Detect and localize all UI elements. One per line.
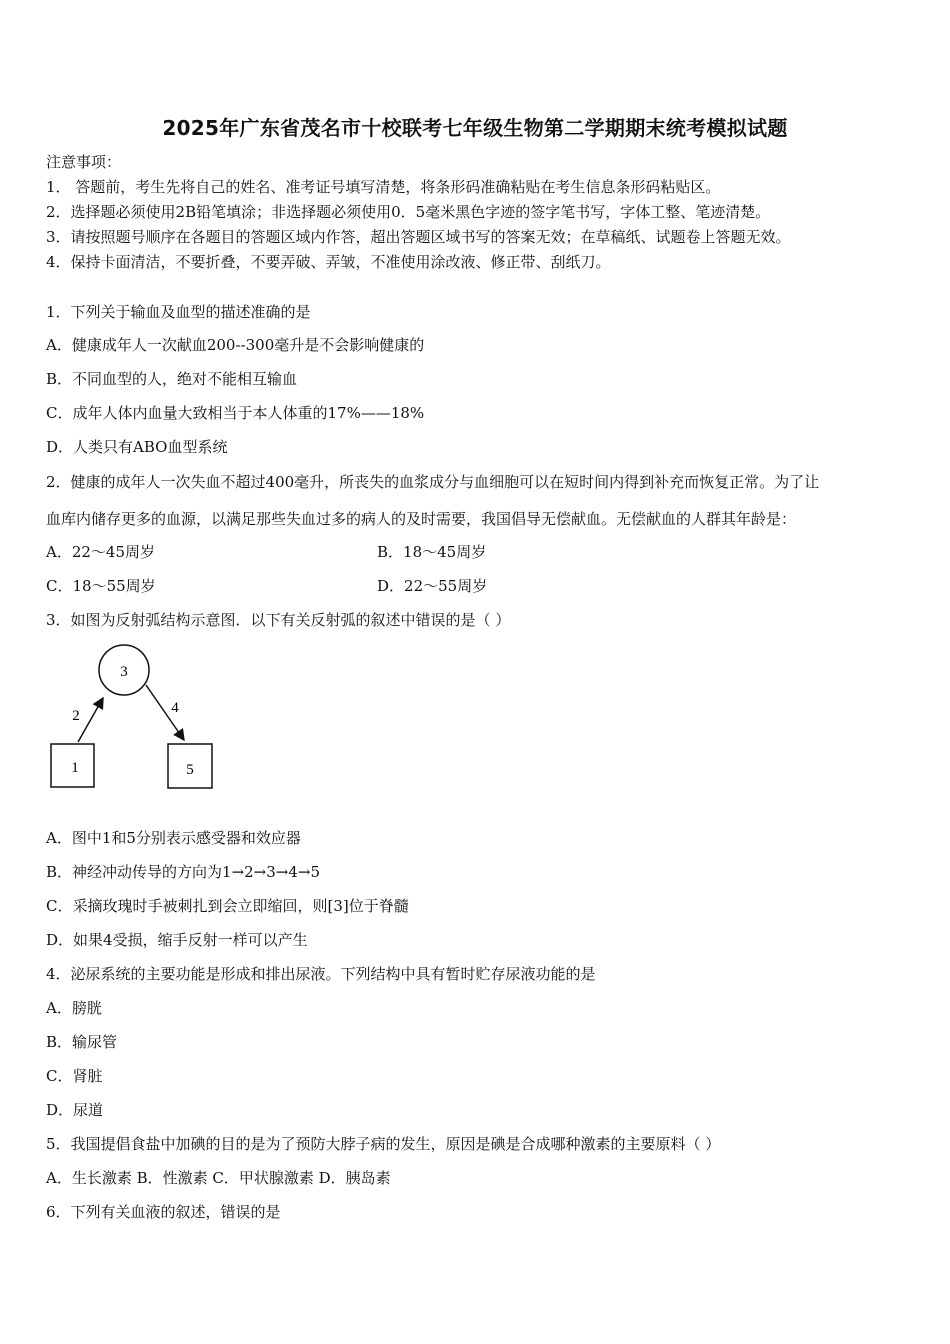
q1-stem: 1．下列关于输血及血型的描述准确的是: [46, 303, 311, 321]
q3-option-a: A．图中1和5分别表示感受器和效应器: [46, 829, 301, 847]
notice-item-4: 4．保持卡面清洁，不要折叠，不要弄破、弄皱，不准使用涂改液、修正带、刮纸刀。: [46, 253, 611, 271]
notice-heading: 注意事项：: [46, 153, 122, 171]
arrow-2: [78, 698, 103, 742]
notice-item-2: 2．选择题必须使用2B铅笔填涂；非选择题必须使用0．5毫米黑色字迹的签字笔书写，字体工整、笔迹清楚。: [46, 203, 771, 221]
q3-stem: 3．如图为反射弧结构示意图．以下有关反射弧的叙述中错误的是（ ）: [46, 611, 511, 629]
notice-item-1: 1． 答题前，考生先将自己的姓名、准考证号填写清楚，将条形码准确粘贴在考生信息条形码粘贴区。: [46, 178, 721, 196]
notice-item-3: 3．请按照题号顺序在各题目的答题区域内作答，超出答题区域书写的答案无效；在草稿纸、试题卷上答题无效。: [46, 228, 791, 246]
q5-stem: 5．我国提倡食盐中加碘的目的是为了预防大脖子病的发生，原因是碘是合成哪种激素的主要原料（ ）: [46, 1135, 721, 1153]
q2-option-c: C．18～55周岁: [46, 577, 156, 595]
node-1-label: 1: [71, 760, 79, 776]
q1-option-c: C．成年人体内血量大致相当于本人体重的17%——18%: [46, 404, 425, 422]
page-title: 2025年广东省茂名市十校联考七年级生物第二学期期末统考模拟试题: [162, 116, 788, 140]
q2-option-b: B．18～45周岁: [377, 543, 487, 561]
q1-option-b: B．不同血型的人，绝对不能相互输血: [46, 370, 298, 388]
q3-option-d: D．如果4受损，缩手反射一样可以产生: [46, 931, 308, 949]
q1-option-a: A．健康成年人一次献血200--300毫升是不会影响健康的: [46, 336, 425, 354]
q4-option-c: C．肾脏: [46, 1067, 103, 1085]
q4-option-d: D．尿道: [46, 1101, 104, 1119]
q1-option-d: D．人类只有ABO血型系统: [46, 438, 228, 456]
reflex-arc-diagram: [40, 640, 230, 800]
q2-stem-line1: 2．健康的成年人一次失血不超过400毫升，所丧失的血浆成分与血细胞可以在短时间内得到补充而恢复正常。为了让: [46, 473, 820, 491]
q4-option-b: B．输尿管: [46, 1033, 118, 1051]
node-3-label: 3: [120, 664, 128, 680]
arrow-4-label: 4: [171, 700, 179, 716]
q4-stem: 4．泌尿系统的主要功能是形成和排出尿液。下列结构中具有暂时贮存尿液功能的是: [46, 965, 596, 983]
q2-option-d: D．22～55周岁: [377, 577, 488, 595]
q5-options: A．生长激素 B．性激素 C．甲状腺激素 D．胰岛素: [46, 1169, 391, 1187]
node-5-label: 5: [186, 762, 194, 778]
arrow-2-label: 2: [72, 708, 80, 724]
q2-option-a: A．22～45周岁: [46, 543, 156, 561]
q3-option-c: C．采摘玫瑰时手被刺扎到会立即缩回，则[3]位于脊髓: [46, 897, 409, 915]
q6-stem: 6．下列有关血液的叙述，错误的是: [46, 1203, 281, 1221]
q4-option-a: A．膀胱: [46, 999, 102, 1017]
q2-stem-line2: 血库内储存更多的血源，以满足那些失血过多的病人的及时需要，我国倡导无偿献血。无偿献血的人群其年龄是：: [46, 510, 797, 528]
q3-option-b: B．神经冲动传导的方向为1→2→3→4→5: [46, 863, 321, 881]
